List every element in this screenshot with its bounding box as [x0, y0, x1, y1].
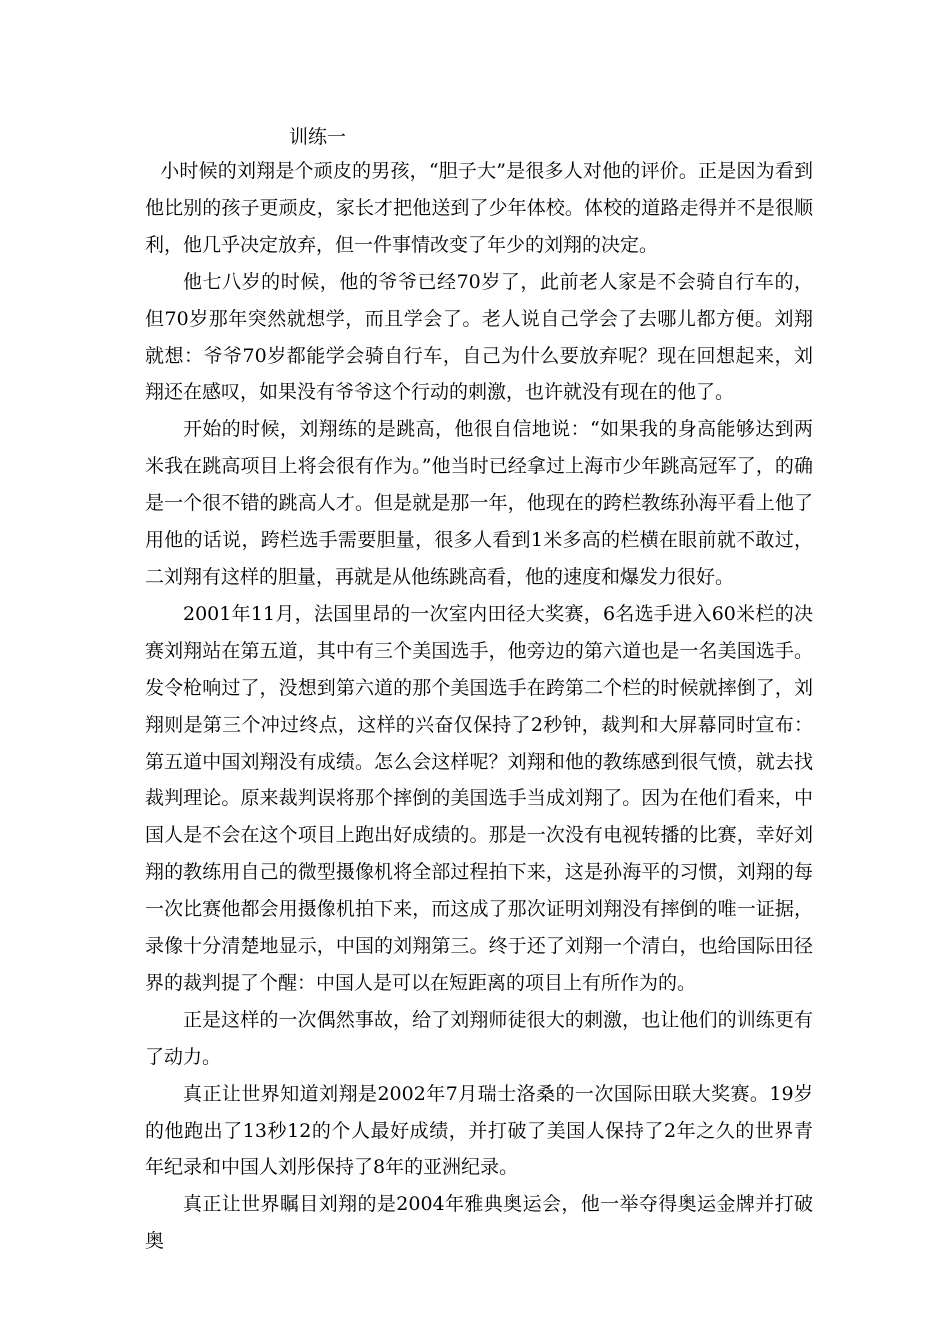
- paragraph: 真正让世界瞩目刘翔的是2004年雅典奥运会，他一举夺得奥运金牌并打破奥: [145, 1193, 813, 1253]
- document-body: [145, 153, 813, 1260]
- document-title: 训练一: [289, 126, 347, 148]
- paragraph: 他七八岁的时候，他的爷爷已经70岁了，此前老人家是不会骑自行车的，但70岁那年突然就想学，而且学会了。老人说自己学会了去哪儿都方便。刘翔就想：爷爷70岁都能学会骑自行车，自己为什么要放弃呢？现在回想起来，刘翔还在感叹，如果没有爷爷这个行动的刺激，也许就没有现在的他了。: [145, 270, 813, 404]
- paragraph: 2001年11月，法国里昂的一次室内田径大奖赛，6名选手进入60米栏的决赛刘翔站在第五道，其中有三个美国选手，他旁边的第六道也是一名美国选手。发令枪响过了，没想到第六道的那个美国选手在跨第二个栏的时候就摔倒了，刘翔则是第三个冲过终点，这样的兴奋仅保持了2秒钟，裁判和大屏幕同时宣布：第五道中国刘翔没有成绩。怎么会这样呢？刘翔和他的教练感到很气愤，就去找裁判理论。原来裁判误将那个摔倒的美国选手当成刘翔了。因为在他们看来，中国人是不会在这个项目上跑出好成绩的。那是一次没有电视转播的比赛，幸好刘翔的教练用自己的微型摄像机将全部过程拍下来，这是孙海平的习惯，刘翔的每一次比赛他都会用摄像机拍下来，而这成了那次证明刘翔没有摔倒的唯一证据，录像十分清楚地显示，中国的刘翔第三。终于还了刘翔一个清白，也给国际田径界的裁判提了个醒：中国人是可以在短距离的项目上有所作为的。: [145, 602, 813, 994]
- paragraph: 正是这样的一次偶然事故，给了刘翔师徒很大的刺激，也让他们的训练更有了动力。: [145, 1008, 813, 1068]
- paragraph: 小时候的刘翔是个顽皮的男孩，“胆子大”是很多人对他的评价。正是因为看到他比别的孩子更顽皮，家长才把他送到了少年体校。体校的道路走得并不是很顺利，他几乎决定放弃，但一件事情改变了年少的刘翔的决定。: [145, 160, 813, 256]
- paragraph: 真正让世界知道刘翔是2002年7月瑞士洛桑的一次国际田联大奖赛。19岁的他跑出了13秒12的个人最好成绩，并打破了美国人保持了2年之久的世界青年纪录和中国人刘彤保持了8年的亚洲纪录。: [145, 1082, 813, 1179]
- paragraph: 开始的时候，刘翔练的是跳高，他很自信地说：“如果我的身高能够达到两米我在跳高项目上将会很有作为。”他当时已经拿过上海市少年跳高冠军了，的确是一个很不错的跳高人才。但是就是那一年，他现在的跨栏教练孙海平看上他了用他的话说，跨栏选手需要胆量，很多人看到1米多高的栏横在眼前就不敢过，二刘翔有这样的胆量，再就是从他练跳高看，他的速度和爆发力很好。: [145, 418, 813, 588]
